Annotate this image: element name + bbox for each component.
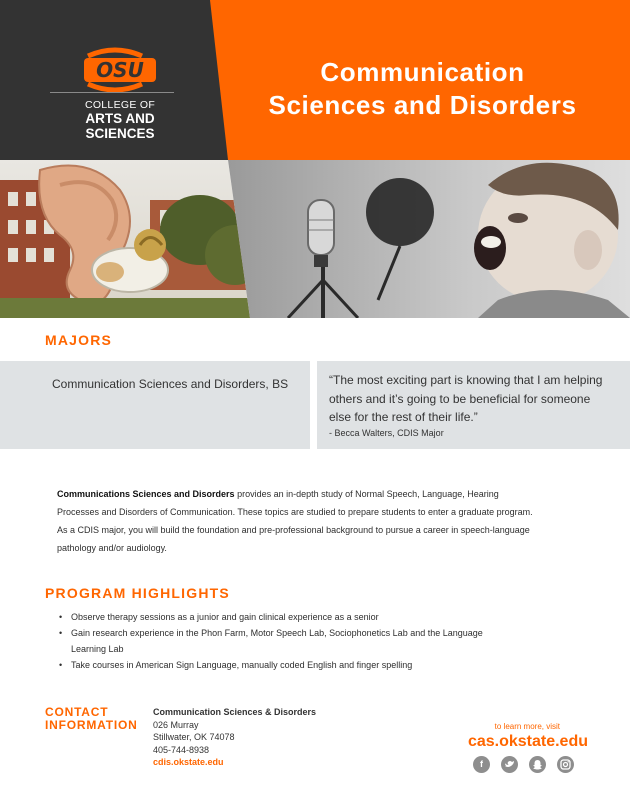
ear-sculpture-photo	[0, 160, 250, 318]
snapchat-icon[interactable]	[529, 756, 546, 773]
student-quote: “The most exciting part is knowing that I am helping others and it’s going to be beneficial for someone else for the rest of their life.”	[329, 373, 603, 424]
contact-dept-name: Communication Sciences & Disorders	[153, 707, 317, 717]
instagram-icon[interactable]	[557, 756, 574, 773]
highlights-list	[57, 609, 507, 673]
bullet-icon: •	[59, 628, 63, 638]
contact-heading	[45, 706, 138, 732]
list-item	[57, 657, 507, 673]
contact-address1: 026 Murray	[153, 719, 199, 730]
list-item	[57, 625, 507, 657]
contact-heading-line1: CONTACT	[45, 705, 109, 719]
college-line1: COLLEGE OF	[84, 99, 156, 111]
twitter-icon[interactable]	[501, 756, 518, 773]
learn-more-text: to learn more, visit	[494, 722, 560, 731]
bullet-icon: •	[59, 612, 63, 622]
photo-separator	[0, 318, 630, 320]
major-item: Communication Sciences and Disorders, BS	[52, 377, 289, 391]
facebook-icon[interactable]: f	[473, 756, 490, 773]
cas-website-link[interactable]: cas.okstate.edu	[467, 733, 588, 750]
contact-address2: Stillwater, OK 74078	[153, 732, 235, 742]
highlights-heading: PROGRAM HIGHLIGHTS	[45, 585, 230, 601]
page-title-line2: Sciences and Disorders	[268, 90, 577, 120]
highlight-text: Observe therapy sessions as a junior and gain clinical experience as a senior	[71, 612, 379, 622]
contact-website-link[interactable]: cdis.okstate.edu	[153, 757, 224, 767]
contact-heading-line2: INFORMATION	[45, 718, 138, 732]
contact-phone: 405-744-8938	[153, 744, 210, 755]
osu-logo-icon	[40, 40, 190, 100]
description-text: provides an in-depth study of Normal Speech, Language, Hearing Processes and Disorders of Communication. These topics are studied to prepare students to enter a graduate program. As a CDIS major, you will build the foundation and pre-professional background to pursue a career in speech-language pathology and/or audiology.	[57, 489, 533, 553]
logo-text: OSU	[96, 58, 144, 82]
majors-heading: MAJORS	[45, 332, 113, 348]
highlight-text: Gain research experience in the Phon Farm, Motor Speech Lab, Sociophonetics Lab and the Language Learning Lab	[71, 628, 483, 654]
description-lead: Communications Sciences and Disorders	[57, 489, 235, 499]
college-line2: ARTS AND SCIENCES	[85, 111, 155, 141]
list-item	[57, 609, 507, 625]
bullet-icon: •	[59, 660, 63, 670]
logo-divider	[50, 92, 174, 93]
osu-logo	[40, 40, 190, 100]
contact-details	[153, 706, 316, 769]
quote-attribution: - Becca Walters, CDIS Major	[329, 428, 444, 438]
microphone-boy-photo	[228, 160, 630, 318]
majors-panel	[0, 361, 310, 449]
highlight-text: Take courses in American Sign Language, manually coded English and finger spelling	[71, 660, 413, 670]
page-title-line1: Communication	[320, 57, 525, 87]
program-description	[57, 485, 537, 557]
